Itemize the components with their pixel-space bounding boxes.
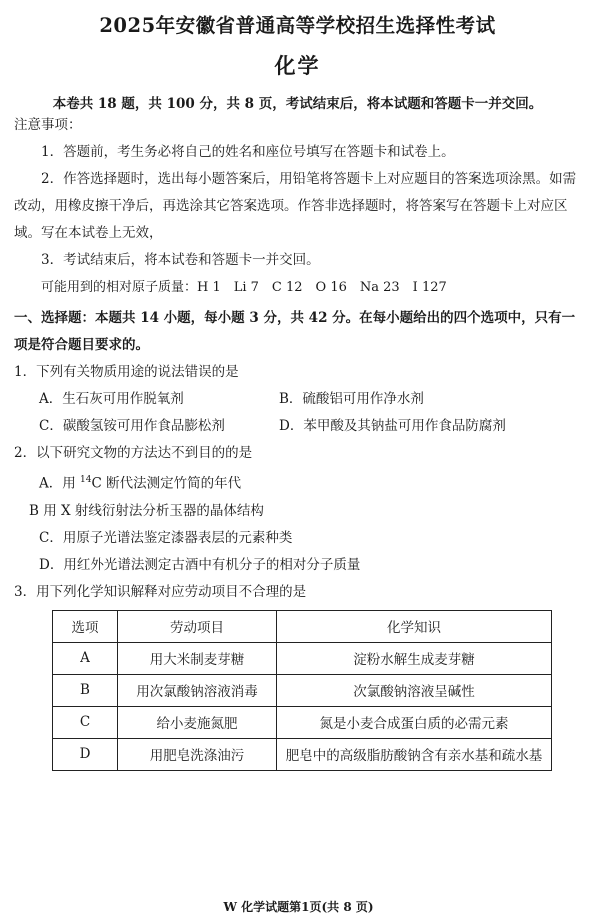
- option-b: B．硫酸铝可用作净水剂: [279, 391, 424, 407]
- table-cell: 给小麦施氮肥: [118, 706, 277, 738]
- table-cell: C: [53, 706, 118, 738]
- options: [14, 386, 581, 440]
- table-cell: D: [53, 738, 118, 770]
- subject-title: 化学: [274, 53, 321, 78]
- table-cell: 用肥皂洗涤油污: [118, 738, 277, 770]
- notes-title: 注意事项：: [14, 117, 82, 133]
- option-a-prefix: A．用: [39, 475, 81, 492]
- question-3: [14, 579, 581, 771]
- table-row: [53, 642, 552, 674]
- table-row: [53, 738, 552, 770]
- option-d: D．苯甲酸及其钠盐可用作食品防腐剂: [279, 418, 506, 434]
- table-cell: 淀粉水解生成麦芽糖: [277, 642, 552, 674]
- table-row: [53, 706, 552, 738]
- option-a: [14, 467, 581, 498]
- table-cell: A: [53, 642, 118, 674]
- option-c: C．碳酸氢铵可用作食品膨松剂: [39, 418, 225, 434]
- option-c: C．用原子光谱法鉴定漆器表层的元素种类: [39, 529, 293, 546]
- table-row: [53, 674, 552, 706]
- table-header: 化学知识: [277, 610, 552, 642]
- table-cell: B: [53, 674, 118, 706]
- section-heading: 一、选择题：本题共 14 小题，每小题 3 分，共 42 分。在每小题给出的四个选项中，只有一项是符合题目要求的。: [14, 310, 576, 353]
- option-b: B 用 X 射线衍射法分析玉器的晶体结构: [29, 502, 264, 519]
- question-1: [14, 359, 581, 440]
- note-item: 1．答题前，考生务必将自己的姓名和座位号填写在答题卡和试卷上。: [41, 144, 455, 160]
- table-header: 选项: [53, 610, 118, 642]
- table-cell: 氮是小麦合成蛋白质的必需元素: [277, 706, 552, 738]
- table-cell: 次氯酸钠溶液呈碱性: [277, 674, 552, 706]
- note-item: 3．考试结束后，将本试卷和答题卡一并交回。: [41, 252, 320, 268]
- isotope-mass-number: 14: [80, 475, 92, 485]
- notes-block: [14, 112, 581, 301]
- table-header: 劳动项目: [118, 610, 277, 642]
- table-cell: 用次氯酸钠溶液消毒: [118, 674, 277, 706]
- table-cell: 用大米制麦芽糖: [118, 642, 277, 674]
- option-a-rest: C 断代法测定竹简的年代: [91, 475, 242, 492]
- answer-table: [52, 610, 552, 771]
- table-header-row: [53, 610, 552, 642]
- atomic-masses: 可能用到的相对原子质量：H 1 Li 7 C 12 O 16 Na 23 I 127: [41, 280, 447, 295]
- question-stem: 2．以下研究文物的方法达不到目的的是: [14, 445, 253, 461]
- option-d: D．用红外光谱法测定古酒中有机分子的相对分子质量: [39, 556, 361, 573]
- note-item: 2．作答选择题时，选出每小题答案后，用铅笔将答题卡上对应题目的答案选项涂黑。如需改动，用橡皮擦干净后，再选涂其它答案选项。作答非选择题时，将答案写在答题卡上对应区域。写在本试卷上无效，: [14, 171, 577, 241]
- page-footer: W 化学试题第1页(共 8 页): [223, 900, 374, 914]
- question-stem: 3．用下列化学知识解释对应劳动项目不合理的是: [14, 583, 307, 600]
- exam-title: 2025年安徽省普通高等学校招生选择性考试: [99, 14, 496, 37]
- exam-intro: 本卷共 18 题，共 100 分，共 8 页，考试结束后，将本试题和答题卡一并交回。: [52, 96, 543, 112]
- question-2: [14, 440, 581, 579]
- table-cell: 肥皂中的高级脂肪酸钠含有亲水基和疏水基: [277, 738, 552, 770]
- question-stem: 1．下列有关物质用途的说法错误的是: [14, 364, 239, 380]
- option-a: A．生石灰可用作脱氧剂: [39, 391, 184, 407]
